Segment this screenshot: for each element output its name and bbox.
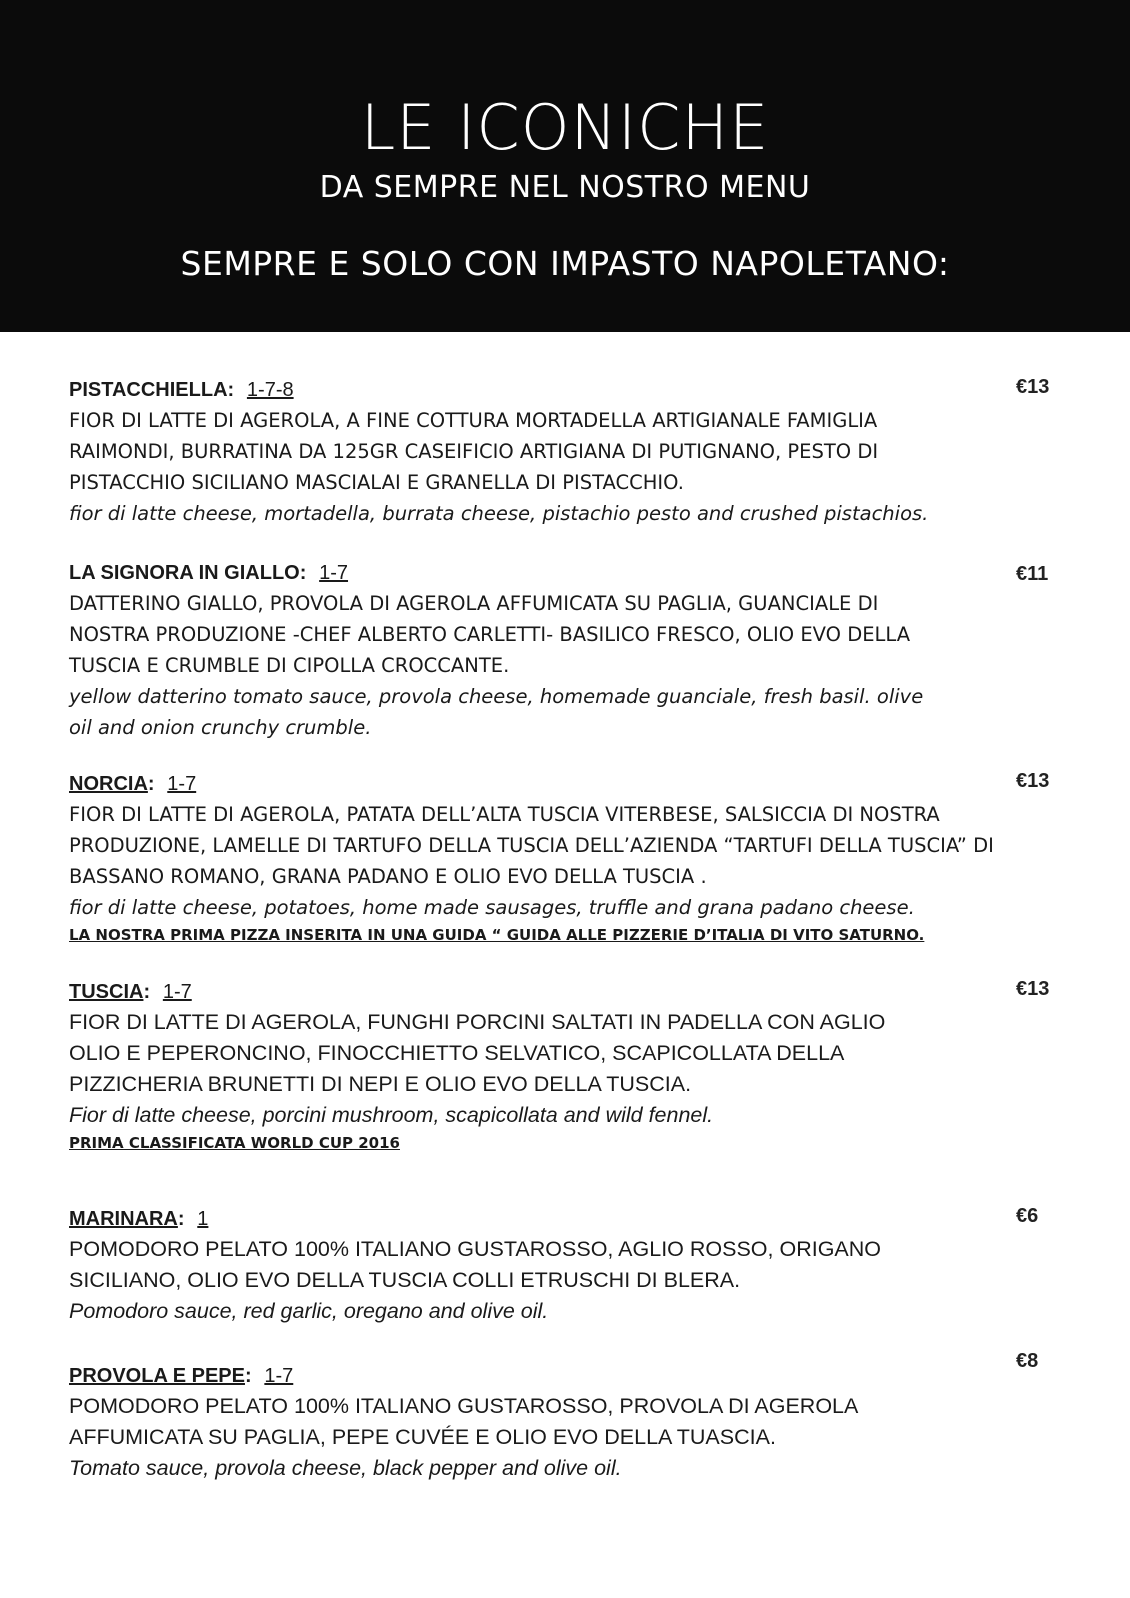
item-allergens: 1-7 — [162, 981, 192, 1003]
item-english-line: Pomodoro sauce, red garlic, oregano and olive oil. — [69, 1299, 549, 1323]
menu-item-tuscia — [69, 976, 1059, 1155]
item-price: €8 — [1016, 1350, 1039, 1372]
item-english-line: Fior di latte cheese, porcini mushroom, scapicollata and wild fennel. — [69, 1103, 714, 1127]
item-name-row — [69, 1203, 1059, 1234]
item-description-line: AFFUMICATA SU PAGLIA, PEPE CUVÉE E OLIO EVO DELLA TUASCIA. — [69, 1425, 776, 1449]
item-allergens: 1 — [197, 1208, 209, 1230]
item-description-line: OLIO E PEPERONCINO, FINOCCHIETTO SELVATICO, SCAPICOLLATA DELLA — [69, 1041, 845, 1065]
item-english-line: fior di latte cheese, mortadella, burrata cheese, pistachio pesto and crushed pistachios. — [69, 502, 929, 525]
item-description-line: DATTERINO GIALLO, PROVOLA DI AGEROLA AFFUMICATA SU PAGLIA, GUANCIALE DI — [69, 592, 879, 615]
item-description-line: FIOR DI LATTE DI AGEROLA, PATATA DELL’ALTA TUSCIA VITERBESE, SALSICCIA DI NOSTRA — [69, 803, 940, 826]
item-english-line: oil and onion crunchy crumble. — [69, 716, 372, 739]
item-description-line: NOSTRA PRODUZIONE -CHEF ALBERTO CARLETTI- BASILICO FRESCO, OLIO EVO DELLA — [69, 623, 911, 646]
item-name: NORCIA — [69, 773, 148, 795]
name-colon: : — [147, 773, 155, 795]
name-colon: : — [177, 1208, 185, 1230]
item-award-note: PRIMA CLASSIFICATA WORLD CUP 2016 — [69, 1134, 400, 1152]
page-subtitle: DA SEMPRE NEL NOSTRO MENU — [319, 170, 811, 205]
item-description-line: PIZZICHERIA BRUNETTI DI NEPI E OLIO EVO DELLA TUSCIA. — [69, 1072, 692, 1096]
item-allergens: 1-7 — [319, 562, 349, 584]
item-description-line: PISTACCHIO SICILIANO MASCIALAI E GRANELLA DI PISTACCHIO. — [69, 471, 684, 494]
item-description-line: SICILIANO, OLIO EVO DELLA TUSCIA COLLI ETRUSCHI DI BLERA. — [69, 1268, 741, 1292]
item-name: PROVOLA E PEPE — [69, 1365, 245, 1387]
item-name: TUSCIA — [69, 981, 144, 1003]
item-price: €11 — [1016, 563, 1049, 585]
item-name-row — [69, 557, 1059, 588]
item-allergens: 1-7 — [264, 1365, 294, 1387]
item-description-line: TUSCIA E CRUMBLE DI CIPOLLA CROCCANTE. — [69, 654, 510, 677]
item-description-line: RAIMONDI, BURRATINA DA 125GR CASEIFICIO ARTIGIANA DI PUTIGNANO, PESTO DI — [69, 440, 879, 463]
item-name: LA SIGNORA IN GIALLO — [69, 562, 300, 584]
item-description-line: POMODORO PELATO 100% ITALIANO GUSTAROSSO, PROVOLA DI AGEROLA — [69, 1394, 859, 1418]
item-price: €13 — [1016, 978, 1050, 1000]
item-english-line: yellow datterino tomato sauce, provola cheese, homemade guanciale, fresh basil. olive — [69, 685, 924, 708]
menu-header — [0, 0, 1130, 332]
item-description-line: POMODORO PELATO 100% ITALIANO GUSTAROSSO, AGLIO ROSSO, ORIGANO — [69, 1237, 882, 1261]
item-description-line: BASSANO ROMANO, GRANA PADANO E OLIO EVO DELLA TUSCIA . — [69, 865, 707, 888]
item-english-line: fior di latte cheese, potatoes, home made sausages, truffle and grana padano cheese. — [69, 896, 915, 919]
name-colon: : — [143, 981, 151, 1003]
item-price: €6 — [1016, 1205, 1039, 1227]
item-price: €13 — [1016, 770, 1050, 792]
dough-note: SEMPRE E SOLO CON IMPASTO NAPOLETANO: — [180, 244, 950, 283]
item-allergens: 1-7-8 — [246, 379, 294, 401]
item-name: MARINARA — [69, 1208, 178, 1230]
menu-item-provola-e-pepe — [69, 1360, 1059, 1484]
menu-item-marinara — [69, 1203, 1059, 1327]
page-title: LE ICONICHE — [360, 91, 770, 164]
item-name-row — [69, 1360, 1059, 1391]
name-colon: : — [227, 379, 235, 401]
item-name-row — [69, 976, 1059, 1007]
item-price: €13 — [1016, 376, 1050, 398]
menu-item-la-signora-in-giallo — [69, 557, 1059, 743]
name-colon: : — [299, 562, 307, 584]
item-award-note: LA NOSTRA PRIMA PIZZA INSERITA IN UNA GUIDA “ GUIDA ALLE PIZZERIE D’ITALIA DI VITO SATURNO. — [69, 926, 925, 944]
item-description-line: FIOR DI LATTE DI AGEROLA, FUNGHI PORCINI SALTATI IN PADELLA CON AGLIO — [69, 1010, 886, 1034]
item-name-row — [69, 374, 1059, 405]
item-description-line: PRODUZIONE, LAMELLE DI TARTUFO DELLA TUSCIA DELL’AZIENDA “TARTUFI DELLA TUSCIA” DI — [69, 834, 994, 857]
item-description-line: FIOR DI LATTE DI AGEROLA, A FINE COTTURA MORTADELLA ARTIGIANALE FAMIGLIA — [69, 409, 878, 432]
item-name: PISTACCHIELLA — [69, 379, 228, 401]
menu-item-pistacchiella — [69, 374, 1059, 529]
item-allergens: 1-7 — [167, 773, 197, 795]
item-name-row — [69, 768, 1059, 799]
menu-item-norcia — [69, 768, 1059, 947]
item-english-line: Tomato sauce, provola cheese, black pepper and olive oil. — [69, 1456, 622, 1480]
name-colon: : — [244, 1365, 252, 1387]
